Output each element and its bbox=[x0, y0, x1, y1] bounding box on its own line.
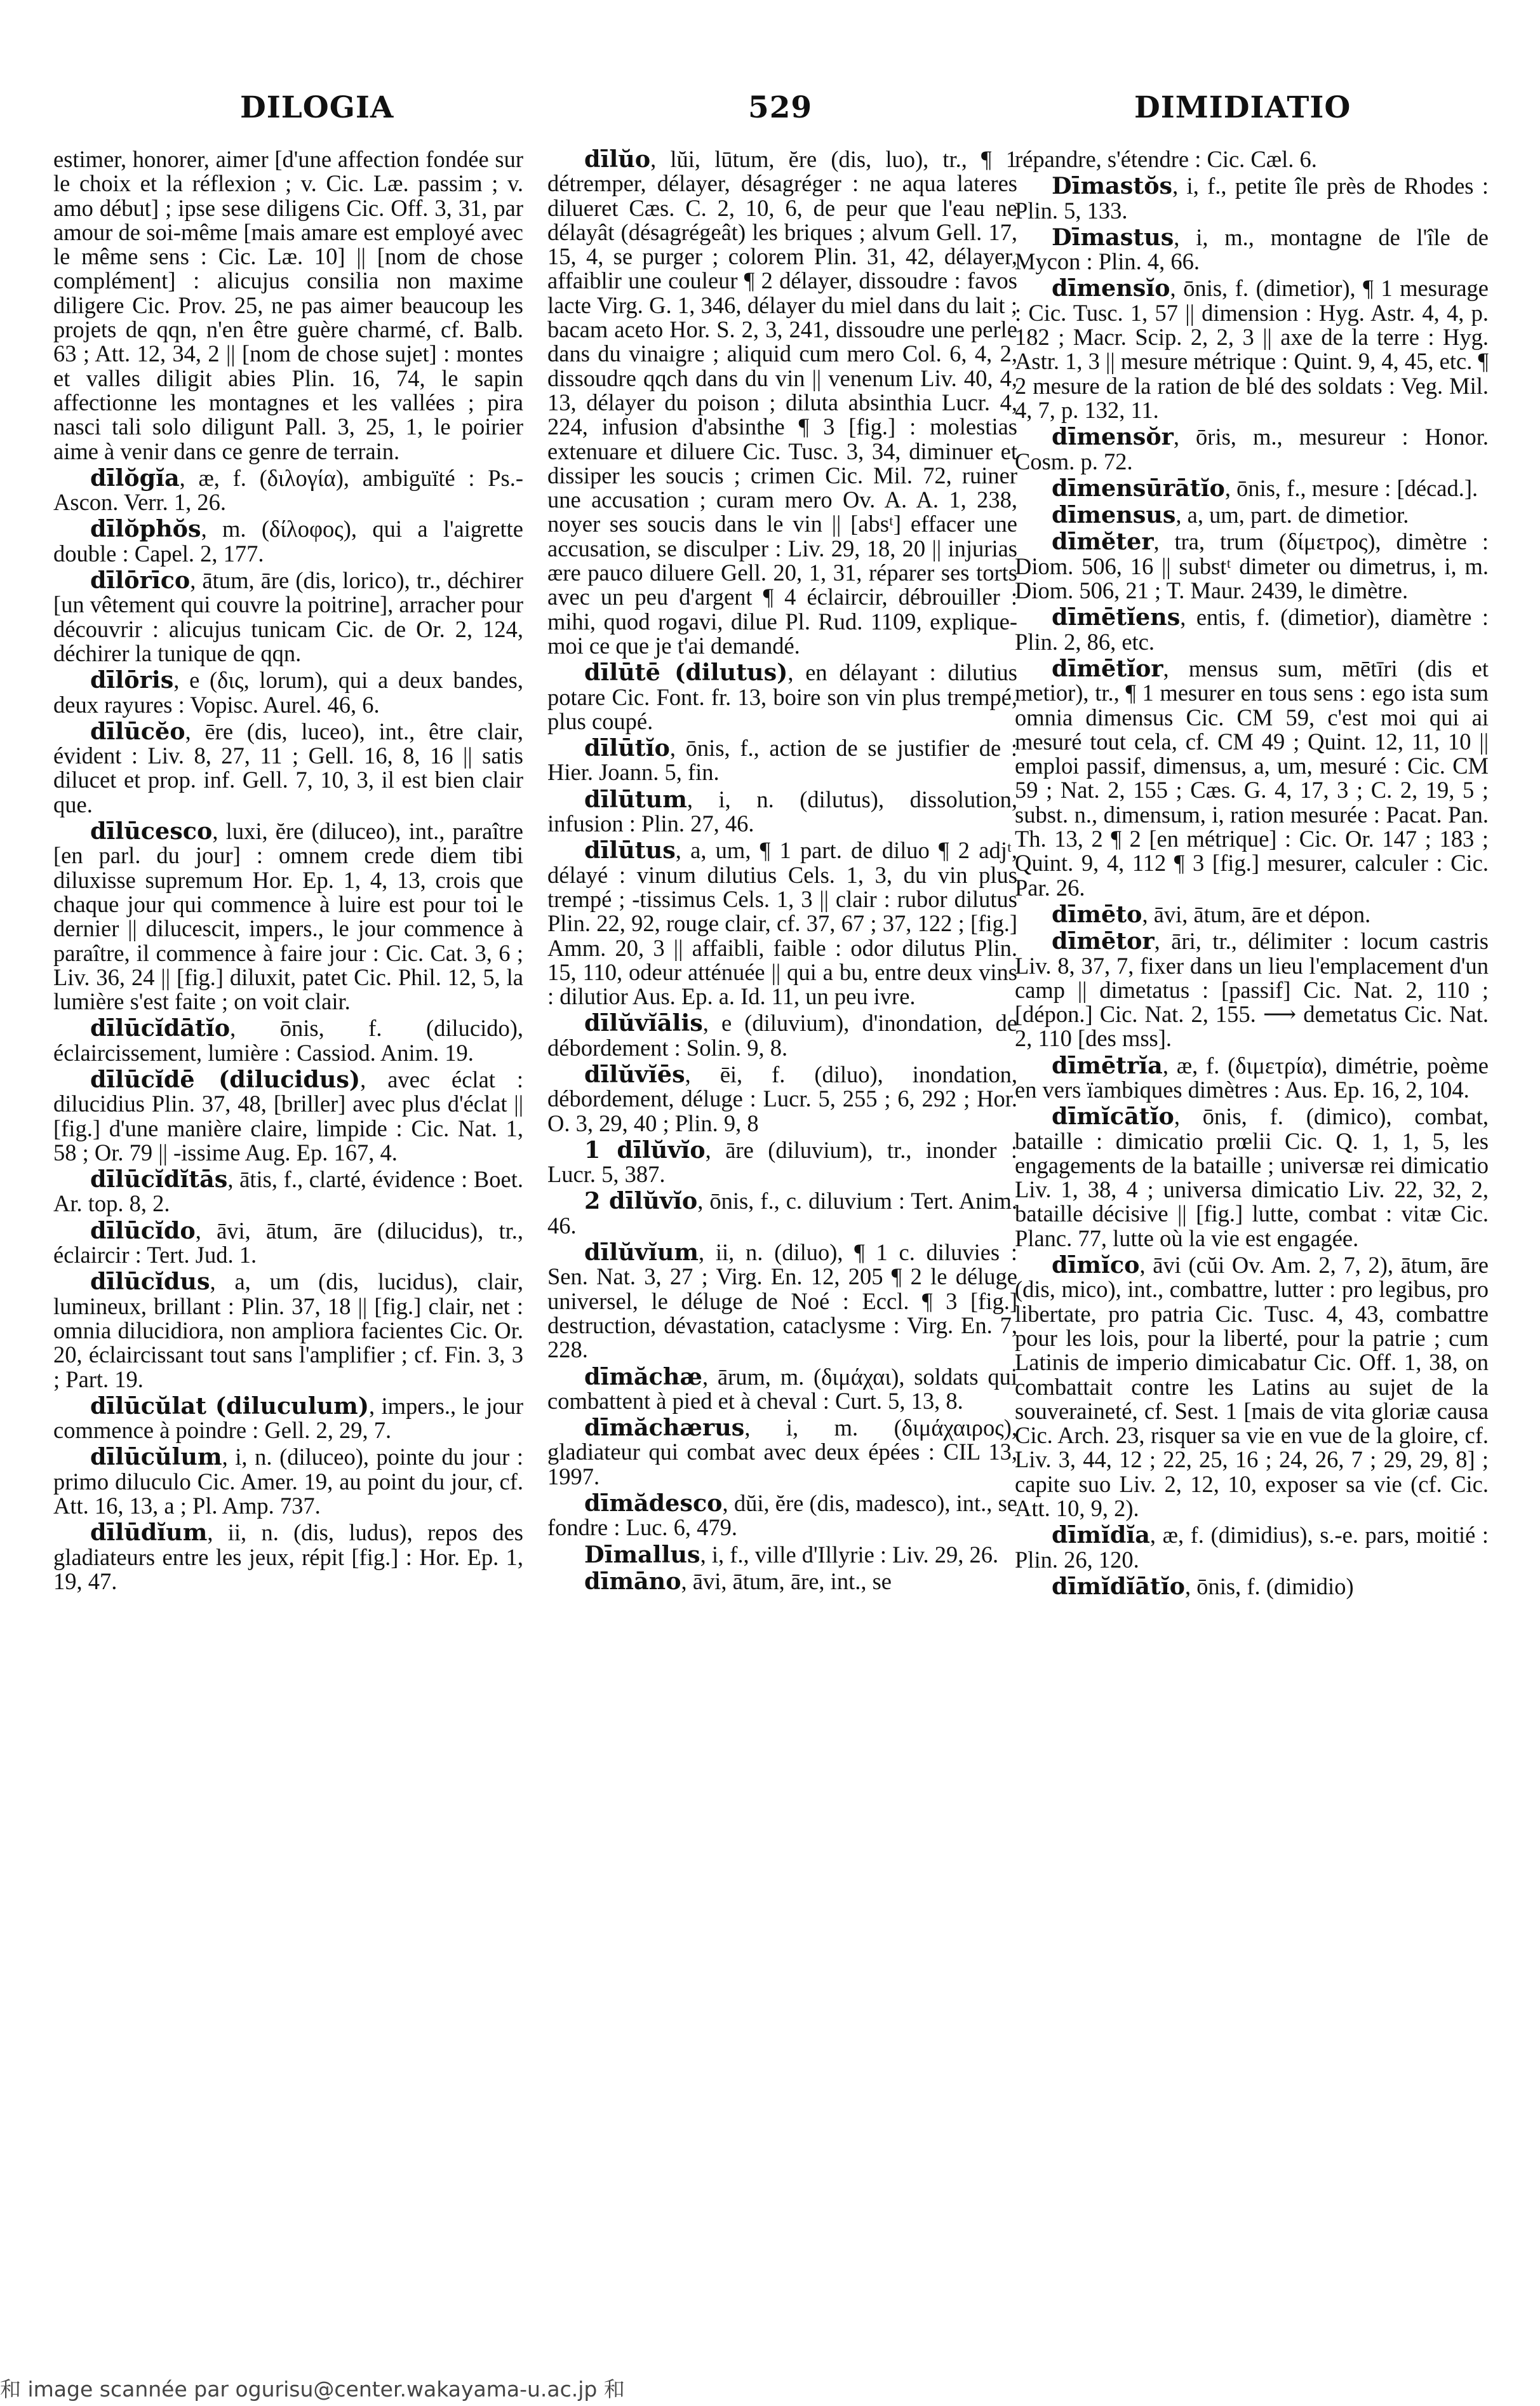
dictionary-entry: dīmētĭor, mensus sum, mētīri (dis et metior), tr., ¶ 1 mesurer en tous sens : ego ista sum omnia dimensus Cic. CM 59, c'est moi qui ai mesuré tout cela, cf. CM 49 ; Quint. 12, 11, 10 || emploi passif, dimensus, a, um, mesuré : Cic. CM 59 ; Nat. 2, 155 ; Cæs. G. 4, 17, 3 ; C. 2, 19, 5 ; subst. n., dimensum, i, ration mesurée : Pacat. Pan. Th. 13, 2 ¶ 2 [en métrique] : Cic. Or. 147 ; 183 ; Quint. 9, 4, 112 ¶ 3 [fig.] mesurer, calculer : Cic. Par. 26. bbox=[1015, 654, 1489, 901]
dictionary-entry: Dīmastŏs, i, f., petite île près de Rhodes : Plin. 5, 133. bbox=[1015, 172, 1489, 224]
dictionary-entry: dīlūcĭdē (dilucidus), avec éclat : dilucidius Plin. 37, 48, [briller] avec plus d'éclat || [fig.] d'une manière claire, limpide : Cic. Nat. 1, 58 ; Or. 79 || -issime Aug. Ep. 167, 4. bbox=[53, 1065, 523, 1166]
entry-headword: dīmāno bbox=[584, 1567, 681, 1595]
entry-headword: 2 dīlŭvĭo bbox=[584, 1187, 698, 1215]
entry-headword: dīmĕter bbox=[1052, 528, 1154, 556]
dictionary-entry: dīmensŏr, ōris, m., mesureur : Honor. Cosm. p. 72. bbox=[1015, 423, 1489, 474]
entry-headword: dīlōrīco bbox=[90, 567, 191, 595]
entry-headword: dīmētĭens bbox=[1052, 603, 1181, 631]
entry-headword: dīmensŏr bbox=[1052, 423, 1174, 451]
entry-headword: dīmădesco bbox=[584, 1489, 723, 1517]
dictionary-entry: dīlūcĭdo, āvi, ātum, āre (dilucidus), tr., éclaircir : Tert. Jud. 1. bbox=[53, 1216, 523, 1268]
entry-headword: Dīmastus bbox=[1052, 223, 1174, 251]
entry-headword: dīlŭvĭēs bbox=[584, 1060, 685, 1088]
dictionary-entry: dīmensūrātĭo, ōnis, f., mesure : [décad.]. bbox=[1052, 474, 1478, 502]
scan-watermark: 和 image scannée par ogurisu@center.wakayama-u.ac.jp 和 bbox=[0, 2377, 625, 2402]
entry-headword: dīlūcĕo bbox=[90, 717, 185, 745]
dictionary-entry: dīlūcĭdus, a, um (dis, lucidus), clair, lumineux, brillant : Plin. 37, 18 || [fig.] clair, net : omnia dilucidiora, non ampliora facientes Cic. Or. 20, éclaircissant tout sans l'amplifier ; cf. Fin. 3, 3 ; Part. 19. bbox=[53, 1268, 523, 1392]
entry-headword: dīlŭvĭum bbox=[584, 1239, 699, 1267]
dictionary-entry: dīmăchærus, i, m. (διμάχαιρος), gladiateur qui combat avec deux épées : CIL 13, 1997. bbox=[547, 1414, 1017, 1489]
dictionary-column-3 bbox=[1015, 147, 1489, 2351]
dictionary-entry: dīlŭvĭālis, e (diluvium), d'inondation, de débordement : Solin. 9, 8. bbox=[547, 1009, 1017, 1061]
dictionary-entry: dīmăchæ, ārum, m. (διμάχαι), soldats qui combattent à pied et à cheval : Curt. 5, 13, 8. bbox=[547, 1362, 1017, 1414]
entry-headword: dīmĭdĭa bbox=[1052, 1521, 1150, 1549]
entry-headword: dīlūtē (dilutus) bbox=[584, 659, 788, 687]
entry-headword: dīmăchærus bbox=[584, 1414, 745, 1442]
entry-headword: dīlōris bbox=[90, 666, 174, 694]
entry-headword: dīlūcĭdātĭo bbox=[90, 1014, 231, 1042]
running-head-first-entry: DILOGIA bbox=[240, 90, 394, 125]
dictionary-entry: dīlūcĭdĭtās, ātis, f., clarté, évidence : Boet. Ar. top. 8, 2. bbox=[53, 1166, 523, 1217]
dictionary-entry: dīlūcesco, luxi, ĕre (diluceo), int., paraître [en parl. du jour] : omnem crede diem tibi diluxisse supremum Hor. Ep. 1, 4, 13, crois que chaque jour qui commence à luire est pour toi le dernier || dilucescit, impers., le jour commence à paraître, il commence à faire jour : Cic. Cat. 3, 6 ; Liv. 36, 24 || [fig.] diluxit, patet Cic. Phil. 12, 5, la lumière s'est faite ; on voit clair. bbox=[53, 817, 523, 1015]
dictionary-entry: Dīmastus, i, m., montagne de l'île de Mycon : Plin. 4, 66. bbox=[1015, 223, 1489, 275]
dictionary-entry: dīmĭco, āvi (cŭi Ov. Am. 2, 7, 2), ātum, āre (dis, mico), int., combattre, lutter : pro legibus, pro libertate, pro patria Cic. Tusc. 4, 43, combattre pour les lois, pour la liberté, pour la patrie ; cum Latinis de imperio dimicabatur Cic. Off. 1, 38, on combattait contre les Latins au sujet de la souveraineté, cf. Sest. 1 [mais de vita gloriæ causa Cic. Arch. 23, risquer sa vie en vue de la gloire, cf. Liv. 3, 44, 12 ; 22, 25, 16 ; 24, 26, 7 ; 29, 29, 8] ; capite suo Liv. 2, 12, 10, exposer sa vie (cf. Cic. Att. 10, 9, 2). bbox=[1015, 1251, 1489, 1522]
dictionary-entry: dīmētor, āri, tr., délimiter : locum castris Liv. 8, 37, 7, fixer dans un lieu l'emplacement d'un camp || dimetatus : [passif] Cic. Nat. 2, 110 ; [dépon.] Cic. Nat. 2, 155. ⟶ demetatus Cic. Nat. 2, 110 [des mss]. bbox=[1015, 927, 1489, 1052]
dictionary-entry: dīlŭvĭēs, ēi, f. (diluo), inondation, débordement, déluge : Lucr. 5, 255 ; 6, 292 ; Hor. O. 3, 29, 40 ; Plin. 9, 8 bbox=[547, 1060, 1017, 1136]
dictionary-entry: dīlūtĭo, ōnis, f., action de se justifier de : Hier. Joann. 5, fin. bbox=[547, 734, 1017, 786]
entry-headword: dīmensūrātĭo bbox=[1052, 474, 1225, 502]
dictionary-entry: dīmĭdĭātĭo, ōnis, f. (dimidio) bbox=[1052, 1572, 1354, 1600]
dictionary-entry: répandre, s'étendre : Cic. Cæl. 6. bbox=[1015, 147, 1317, 172]
entry-headword: dīmēto bbox=[1052, 900, 1142, 928]
entry-headword: dīlŏphŏs bbox=[90, 515, 201, 543]
entry-headword: dīmētrĭa bbox=[1052, 1051, 1163, 1079]
dictionary-entry: Dīmallus, i, f., ville d'Illyrie : Liv. 29, 26. bbox=[584, 1540, 999, 1568]
entry-headword: dīlūtus bbox=[584, 837, 676, 864]
dictionary-entry: dīlūcĕo, ēre (dis, luceo), int., être clair, évident : Liv. 8, 27, 11 ; Gell. 16, 8, 16 || satis dilucet et prop. inf. Gell. 7, 10, 3, il est bien clair que. bbox=[53, 717, 523, 817]
entry-headword: dīlŭvĭālis bbox=[584, 1009, 703, 1037]
dictionary-entry: dīmĭdĭa, æ, f. (dimidius), s.-e. pars, moitié : Plin. 26, 120. bbox=[1015, 1521, 1489, 1573]
entry-headword: dīlūcĭdus bbox=[90, 1268, 210, 1296]
entry-headword: dīlūcĭdē (dilucidus) bbox=[90, 1065, 361, 1093]
dictionary-entry: dīmensĭo, ōnis, f. (dimetior), ¶ 1 mesurage : Cic. Tusc. 1, 57 || dimension : Hyg. Astr. 4, 4, p. 182 ; Macr. Scip. 2, 2, 3 || axe de la terre : Hyg. Astr. 1, 3 || mesure métrique : Quint. 9, 4, 45, etc. ¶ 2 mesure de la ration de blé des soldats : Veg. Mil. 4, 7, p. 132, 11. bbox=[1015, 274, 1489, 423]
dictionary-entry: dīlūcŭlum, i, n. (diluceo), pointe du jour : primo diluculo Cic. Amer. 19, au point du jour, cf. Att. 16, 13, a ; Pl. Amp. 737. bbox=[53, 1443, 523, 1519]
dictionary-entry: dīlōris, e (δις, lorum), qui a deux bandes, deux rayures : Vopisc. Aurel. 46, 6. bbox=[53, 666, 523, 718]
dictionary-entry: dīlŏgĭa, æ, f. (διλογία), ambiguïté : Ps.-Ascon. Verr. 1, 26. bbox=[53, 464, 523, 516]
dictionary-entry: dīmădesco, dŭi, ĕre (dis, madesco), int., se fondre : Luc. 6, 479. bbox=[547, 1489, 1017, 1541]
entry-headword: dīmensus bbox=[1052, 501, 1176, 529]
dictionary-entry: dīlūdĭum, ii, n. (dis, ludus), repos des gladiateurs entre les jeux, répit [fig.] : Hor. Ep. 1, 19, 47. bbox=[53, 1519, 523, 1594]
dictionary-column-2 bbox=[547, 147, 1017, 2351]
dictionary-entry: dīmĭcātĭo, ōnis, f. (dimico), combat, bataille : dimicatio prœlii Cic. Q. 1, 1, 5, les engagements de la bataille ; universæ rei dimicatio Liv. 1, 38, 4 ; universa dimicatio Liv. 22, 32, 2, bataille décisive || [fig.] lutte, combat : vitæ Cic. Planc. 77, lutte où la vie est engagée. bbox=[1015, 1103, 1489, 1251]
entry-headword: dīmăchæ bbox=[584, 1362, 703, 1390]
dictionary-entry: dīlŭo, lŭi, lūtum, ĕre (dis, luo), tr., ¶ 1 détremper, délayer, désagréger : ne aqua lateres dilueret Cæs. C. 2, 10, 6, de peur que l'eau ne délayât (désagrégeât) les briques ; alvum Gell. 17, 15, 4, se purger ; colorem Plin. 31, 42, délayer, affaiblir une couleur ¶ 2 délayer, dissoudre : favos lacte Virg. G. 1, 346, délayer du miel dans du lait ; bacam aceto Hor. S. 2, 3, 241, dissoudre une perle dans du vinaigre ; aliquid cum mero Col. 6, 4, 2, dissoudre qqch dans du vin || venenum Liv. 40, 4, 13, délayer du poison ; diluta absinthia Lucr. 4, 224, infusion d'absinthe ¶ 3 [fig.] : molestias extenuare et diluere Cic. Tusc. 3, 34, diminuer et dissiper les soucis ; crimen Cic. Mil. 72, ruiner une accusation ; curam mero Ov. A. A. 1, 238, noyer ses soucis dans le vin || [absᵗ] effacer une accusation, se disculper : Liv. 29, 18, 20 || injurias ære pauco diluere Gell. 20, 1, 31, réparer ses torts avec un peu d'argent ¶ 4 éclaircir, débrouiller : mihi, quod rogavi, dilue Pl. Rud. 1109, explique-moi ce que je t'ai demandé. bbox=[547, 147, 1017, 658]
dictionary-entry: dīlōrīco, ātum, āre (dis, lorico), tr., déchirer [un vêtement qui couvre la poitrine], arracher pour découvrir : alicujus tunicam Cic. de Or. 2, 124, déchirer la tunique de qqn. bbox=[53, 567, 523, 666]
dictionary-entry: dīlūtum, i, n. (dilutus), dissolution, infusion : Plin. 27, 46. bbox=[547, 785, 1017, 837]
dictionary-entry: dīmētrĭa, æ, f. (διμετρία), dimétrie, poème en vers ïambiques dimètres : Aus. Ep. 16, 2, 104. bbox=[1015, 1051, 1489, 1103]
dictionary-entry: dīmensus, a, um, part. de dimetior. bbox=[1052, 501, 1409, 529]
page-number: 529 bbox=[748, 90, 813, 125]
entry-headword: dīlūtĭo bbox=[584, 734, 670, 762]
entry-headword: dīmĭcātĭo bbox=[1052, 1103, 1174, 1131]
dictionary-entry: dīmētĭens, entis, f. (dimetior), diamètre : Plin. 2, 86, etc. bbox=[1015, 603, 1489, 655]
entry-headword: dīlŭo bbox=[584, 147, 651, 173]
entry-headword: dīmētĭor bbox=[1052, 654, 1163, 682]
entry-headword: dīmĭco bbox=[1052, 1251, 1140, 1279]
dictionary-entry: estimer, honorer, aimer [d'une affection fondée sur le choix et la réflexion ; v. Cic. Læ. passim ; v. amo début] ; ipse sese diligens Cic. Off. 3, 31, par amour de soi-même [mais amare est employé avec le même sens : Cic. Læ. 10] || [nom de chose complément] : alicujus consilia non maxime diligere Cic. Prov. 25, ne pas aimer beaucoup les projets de qqn, n'en être guère charmé, cf. Balb. 63 ; Att. 12, 34, 2 || [nom de chose sujet] : montes et valles diligit abies Plin. 16, 74, le sapin affectionne les montagnes et les vallées ; pira nasci tali solo diligunt Pall. 3, 25, 1, le poirier aime à venir dans ce genre de terrain. bbox=[53, 147, 523, 464]
dictionary-entry: dīmĕter, tra, trum (δίμετρος), dimètre : Diom. 506, 16 || substᵗ dimeter ou dimetrus, i, m. Diom. 506, 21 ; T. Maur. 2439, le dimètre. bbox=[1015, 528, 1489, 604]
entry-headword: dīlūcŭlat (diluculum) bbox=[90, 1392, 370, 1420]
entry-headword: dīlūcŭlum bbox=[90, 1443, 222, 1471]
entry-headword: dīmētor bbox=[1052, 927, 1155, 955]
dictionary-entry: 1 dīlŭvĭo, āre (diluvium), tr., inonder : Lucr. 5, 387. bbox=[547, 1136, 1017, 1188]
entry-headword: Dīmastŏs bbox=[1052, 172, 1173, 200]
dictionary-column-1 bbox=[53, 147, 523, 2351]
entry-headword: Dīmallus bbox=[584, 1540, 700, 1568]
dictionary-entry: dīlūtē (dilutus), en délayant : dilutius potare Cic. Font. fr. 13, boire son vin plus trempé, plus coupé. bbox=[547, 659, 1017, 734]
dictionary-entry: dīlūcŭlat (diluculum), impers., le jour commence à poindre : Gell. 2, 29, 7. bbox=[53, 1392, 523, 1444]
running-head-last-entry: DIMIDIATIO bbox=[1134, 90, 1351, 125]
dictionary-entry: dīlūcĭdātĭo, ōnis, f. (dilucido), éclaircissement, lumière : Cassiod. Anim. 19. bbox=[53, 1014, 523, 1066]
entry-headword: dīmensĭo bbox=[1052, 274, 1170, 302]
entry-headword: dīlŏgĭa bbox=[90, 464, 180, 492]
entry-headword: dīlūdĭum bbox=[90, 1519, 208, 1547]
entry-headword: dīlūcĭdo bbox=[90, 1216, 196, 1244]
dictionary-entry: dīmāno, āvi, ātum, āre, int., se bbox=[584, 1567, 892, 1595]
entry-headword: 1 dīlŭvĭo bbox=[584, 1136, 706, 1164]
dictionary-entry: dīlŭvĭum, ii, n. (diluo), ¶ 1 c. diluvies : Sen. Nat. 3, 27 ; Virg. En. 12, 205 ¶ 2 le déluge universel, le déluge de Noé : Eccl. ¶ 3 [fig.] destruction, dévastation, cataclysme : Virg. En. 7, 228. bbox=[547, 1239, 1017, 1363]
entry-headword: dīlūtum bbox=[584, 785, 687, 813]
dictionary-entry: dīlūtus, a, um, ¶ 1 part. de diluo ¶ 2 adjᵗ, délayé : vinum dilutius Cels. 1, 3, du vin plus trempé ; -tissimus Cels. 1, 3 || clair : rubor dilutus Plin. 22, 92, rouge clair, cf. 37, 67 ; 37, 122 ; [fig.] Amm. 20, 3 || affaibli, faible : odor dilutus Plin. 15, 110, odeur atténuée || qui a bu, entre deux vins : dilutior Aus. Ep. a. Id. 11, un peu ivre. bbox=[547, 837, 1017, 1010]
dictionary-entry: 2 dīlŭvĭo, ōnis, f., c. diluvium : Tert. Anim. 46. bbox=[547, 1187, 1017, 1239]
entry-headword: dīlūcĭdĭtās bbox=[90, 1166, 228, 1193]
dictionary-entry: dīmēto, āvi, ātum, āre et dépon. bbox=[1052, 900, 1371, 928]
dictionary-entry: dīlŏphŏs, m. (δίλοφος), qui a l'aigrette double : Capel. 2, 177. bbox=[53, 515, 523, 567]
entry-headword: dīmĭdĭātĭo bbox=[1052, 1572, 1185, 1600]
entry-headword: dīlūcesco bbox=[90, 817, 213, 845]
